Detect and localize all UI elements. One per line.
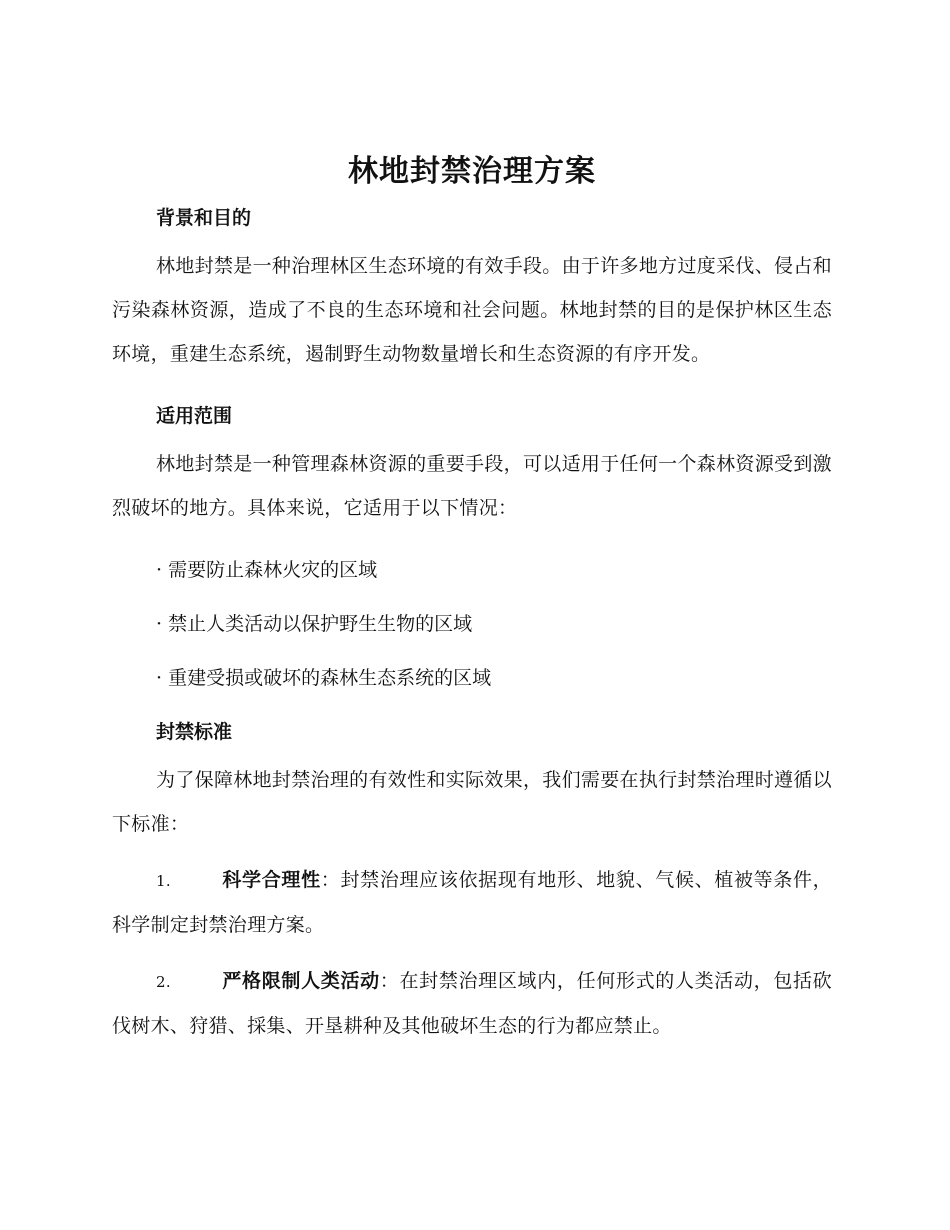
section-heading-scope: 适用范围 <box>156 405 233 427</box>
section-heading-background: 背景和目的 <box>156 207 252 229</box>
standards-paragraph: 为了保障林地封禁治理的有效性和实际效果，我们需要在执行封禁治理时遵循以下标准： <box>112 769 832 835</box>
item-keyword: 科学合理性 <box>222 869 321 891</box>
list-item: · 需要防止森林火灾的区域 <box>156 559 378 581</box>
item-keyword: 严格限制人类活动 <box>222 970 380 992</box>
list-item: · 重建受损或破坏的森林生态系统的区域 <box>156 667 492 689</box>
document-page <box>112 150 832 1048</box>
list-item: · 禁止人类活动以保护野生生物的区域 <box>156 613 473 635</box>
item-text: ：在封禁治理区域内，任何形式的人类活动，包括砍伐树木、狩猎、採集、开垦耕种及其他破坏生态的行为都应禁止。 <box>112 970 832 1037</box>
item-text: ：封禁治理应该依据现有地形、地貌、气候、植被等条件，科学制定封禁治理方案。 <box>112 869 832 936</box>
numbered-item <box>112 858 832 947</box>
document-title: 林地封禁治理方案 <box>348 154 596 189</box>
numbered-item <box>112 959 832 1048</box>
item-number: 1. <box>156 872 171 890</box>
background-paragraph: 林地封禁是一种治理林区生态环境的有效手段。由于许多地方过度采伐、侵占和污染森林资源，造成了不良的生态环境和社会问题。林地封禁的目的是保护林区生态环境，重建生态系统，遏制野生动物数量增长和生态资源的有序开发。 <box>112 255 832 365</box>
item-number: 2. <box>156 973 171 991</box>
section-heading-standards: 封禁标准 <box>156 721 233 743</box>
scope-paragraph: 林地封禁是一种管理森林资源的重要手段，可以适用于任何一个森林资源受到激烈破坏的地方。具体来说，它适用于以下情况： <box>112 453 832 519</box>
